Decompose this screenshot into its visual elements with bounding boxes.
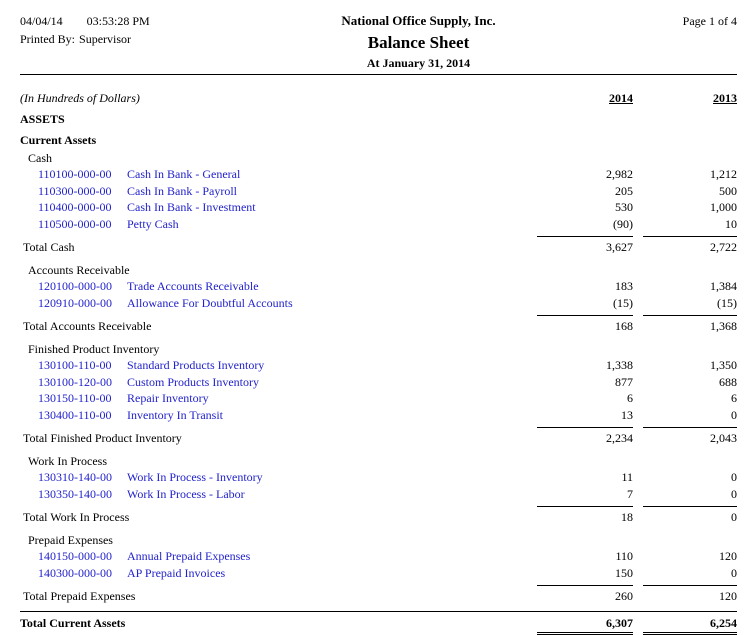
row-label: Total Current Assets bbox=[20, 616, 126, 630]
account-number-link[interactable]: 140300-000-00 bbox=[38, 565, 112, 580]
account-name-link[interactable]: Work In Process - Inventory bbox=[127, 470, 263, 484]
account-name-link[interactable]: Inventory In Transit bbox=[127, 407, 223, 422]
account-row bbox=[20, 199, 737, 216]
report-subtitle: At January 31, 2014 bbox=[366, 56, 471, 70]
value-2014: 6 bbox=[627, 391, 633, 405]
row-label: Total Prepaid Expenses bbox=[23, 589, 136, 603]
value-2013: 688 bbox=[719, 374, 737, 389]
value-2013: 1,212 bbox=[710, 167, 737, 181]
account-number-link[interactable]: 120100-000-00 bbox=[38, 279, 112, 293]
account-number-link[interactable]: 130100-110-00 bbox=[38, 358, 112, 372]
value-2014: 11 bbox=[621, 470, 633, 484]
value-2013: 0 bbox=[731, 407, 737, 422]
group-header-row bbox=[20, 341, 737, 357]
value-2013: 10 bbox=[725, 216, 737, 231]
value-2013: 1,350 bbox=[710, 358, 737, 372]
account-row bbox=[20, 407, 737, 424]
total-row bbox=[20, 585, 737, 604]
account-name-link[interactable]: Cash In Bank - Payroll bbox=[127, 183, 237, 198]
account-name-link[interactable]: Work In Process - Labor bbox=[127, 486, 245, 501]
account-label-cell bbox=[20, 183, 537, 200]
row-label: Prepaid Expenses bbox=[28, 533, 113, 547]
account-name-link[interactable]: Annual Prepaid Expenses bbox=[127, 549, 251, 563]
value-2013: 2,043 bbox=[643, 427, 737, 446]
header-left-block bbox=[20, 12, 220, 48]
account-name-link[interactable]: Trade Accounts Receivable bbox=[127, 279, 259, 293]
row-label: Total Work In Process bbox=[23, 510, 130, 524]
value-2014: (15) bbox=[613, 295, 633, 310]
company-name: National Office Supply, Inc. bbox=[341, 13, 496, 28]
value-2014: 2,234 bbox=[537, 427, 633, 446]
account-number-link[interactable]: 110400-000-00 bbox=[38, 200, 112, 214]
row-label: Current Assets bbox=[20, 133, 97, 147]
value-2013: 0 bbox=[731, 470, 737, 484]
account-name-link[interactable]: Custom Products Inventory bbox=[127, 374, 259, 389]
value-2014: 168 bbox=[537, 315, 633, 334]
account-label-cell bbox=[20, 357, 537, 374]
report-rows bbox=[20, 111, 737, 635]
value-2013: 0 bbox=[731, 565, 737, 580]
report-title: Balance Sheet bbox=[367, 33, 470, 52]
value-2014: 530 bbox=[615, 200, 633, 214]
value-2013: 1,368 bbox=[643, 315, 737, 334]
account-label-cell bbox=[20, 166, 537, 183]
row-label: Work In Process bbox=[28, 454, 108, 468]
account-row bbox=[20, 216, 737, 233]
account-number-link[interactable]: 140150-000-00 bbox=[38, 549, 112, 563]
account-number-link[interactable]: 130100-120-00 bbox=[38, 374, 112, 389]
value-2014: 110 bbox=[615, 549, 633, 563]
value-2013: 0 bbox=[731, 486, 737, 501]
print-date: 04/04/14 bbox=[20, 14, 63, 28]
account-name-link[interactable]: Standard Products Inventory bbox=[127, 358, 265, 372]
column-header-2013-cell bbox=[643, 90, 737, 106]
printed-by-value: Supervisor bbox=[79, 32, 132, 46]
value-2014: 3,627 bbox=[537, 236, 633, 255]
section-header-row bbox=[20, 111, 737, 127]
account-name-link[interactable]: Allowance For Doubtful Accounts bbox=[127, 295, 293, 310]
value-2013: 120 bbox=[643, 585, 737, 604]
account-name-link[interactable]: Cash In Bank - Investment bbox=[127, 200, 256, 214]
account-label-cell bbox=[20, 295, 537, 312]
total-row bbox=[20, 506, 737, 525]
account-label-cell bbox=[20, 278, 537, 295]
account-number-link[interactable]: 110100-000-00 bbox=[38, 167, 112, 181]
column-2013-label: 2013 bbox=[713, 91, 737, 105]
value-2014: 7 bbox=[627, 486, 633, 501]
row-label: Accounts Receivable bbox=[28, 263, 130, 277]
value-2013: 0 bbox=[643, 506, 737, 525]
printed-by bbox=[20, 30, 220, 48]
account-number-link[interactable]: 130400-110-00 bbox=[38, 407, 112, 422]
column-2014-label: 2014 bbox=[609, 91, 633, 105]
value-2013: 120 bbox=[719, 549, 737, 563]
account-row bbox=[20, 469, 737, 486]
group-header-row bbox=[20, 150, 737, 166]
account-number-link[interactable]: 130350-140-00 bbox=[38, 486, 112, 501]
total-row bbox=[20, 427, 737, 446]
value-2014: (90) bbox=[613, 216, 633, 231]
account-row bbox=[20, 390, 737, 407]
print-time: 03:53:28 PM bbox=[86, 14, 150, 28]
account-label-cell bbox=[20, 469, 537, 486]
value-2013: (15) bbox=[717, 295, 737, 310]
account-label-cell bbox=[20, 548, 537, 565]
printed-by-label: Printed By: bbox=[20, 32, 76, 46]
account-number-link[interactable]: 110500-000-00 bbox=[38, 216, 112, 231]
account-label-cell bbox=[20, 374, 537, 391]
account-label-cell bbox=[20, 565, 537, 582]
value-2014: 6,307 bbox=[537, 615, 633, 635]
value-2013: 6,254 bbox=[643, 615, 737, 635]
total-row bbox=[20, 236, 737, 255]
row-label: ASSETS bbox=[20, 112, 65, 126]
report-header bbox=[20, 12, 737, 71]
group-header-row bbox=[20, 262, 737, 278]
account-row bbox=[20, 486, 737, 503]
value-2014: 13 bbox=[621, 407, 633, 422]
account-row bbox=[20, 183, 737, 200]
account-number-link[interactable]: 130310-140-00 bbox=[38, 470, 112, 484]
account-label-cell bbox=[20, 216, 537, 233]
value-2013: 1,384 bbox=[710, 279, 737, 293]
account-row bbox=[20, 565, 737, 582]
row-label: Total Finished Product Inventory bbox=[23, 431, 182, 445]
units-note: (In Hundreds of Dollars) bbox=[20, 91, 140, 105]
account-label-cell bbox=[20, 199, 537, 216]
account-number-link[interactable]: 120910-000-00 bbox=[38, 295, 112, 310]
value-2013: 1,000 bbox=[710, 200, 737, 214]
grand-total-row bbox=[20, 611, 737, 635]
account-name-link[interactable]: Petty Cash bbox=[127, 216, 179, 231]
account-name-link[interactable]: Cash In Bank - General bbox=[127, 167, 241, 181]
column-header-row bbox=[20, 90, 737, 106]
account-row bbox=[20, 166, 737, 183]
print-datetime bbox=[20, 12, 220, 30]
account-name-link[interactable]: AP Prepaid Invoices bbox=[127, 565, 226, 580]
account-row bbox=[20, 374, 737, 391]
account-row bbox=[20, 548, 737, 565]
group-header-row bbox=[20, 532, 737, 548]
account-row bbox=[20, 295, 737, 312]
value-2014: 260 bbox=[537, 585, 633, 604]
header-center-block bbox=[220, 12, 617, 71]
account-label-cell bbox=[20, 407, 537, 424]
row-label: Cash bbox=[28, 151, 52, 165]
value-2014: 2,982 bbox=[606, 167, 633, 181]
account-number-link[interactable]: 130150-110-00 bbox=[38, 391, 112, 405]
value-2014: 1,338 bbox=[606, 358, 633, 372]
column-header-2014-cell bbox=[537, 90, 633, 106]
value-2014: 18 bbox=[537, 506, 633, 525]
header-rule bbox=[20, 74, 737, 75]
row-label: Total Cash bbox=[23, 240, 75, 254]
value-2014: 877 bbox=[615, 374, 633, 389]
value-2014: 150 bbox=[615, 565, 633, 580]
account-label-cell bbox=[20, 486, 537, 503]
group-header-row bbox=[20, 453, 737, 469]
row-label: Total Accounts Receivable bbox=[23, 319, 152, 333]
account-number-link[interactable]: 110300-000-00 bbox=[38, 183, 112, 198]
value-2013: 6 bbox=[731, 391, 737, 405]
total-row bbox=[20, 315, 737, 334]
account-row bbox=[20, 278, 737, 295]
value-2013: 2,722 bbox=[643, 236, 737, 255]
account-label-cell bbox=[20, 390, 537, 407]
value-2014: 183 bbox=[615, 279, 633, 293]
account-name-link[interactable]: Repair Inventory bbox=[127, 391, 209, 405]
header-right-block bbox=[617, 12, 737, 30]
value-2013: 500 bbox=[719, 183, 737, 198]
account-row bbox=[20, 357, 737, 374]
value-2014: 205 bbox=[615, 183, 633, 198]
row-label: Finished Product Inventory bbox=[28, 342, 160, 356]
section-header-row bbox=[20, 132, 737, 148]
page-number: Page 1 of 4 bbox=[682, 14, 737, 28]
